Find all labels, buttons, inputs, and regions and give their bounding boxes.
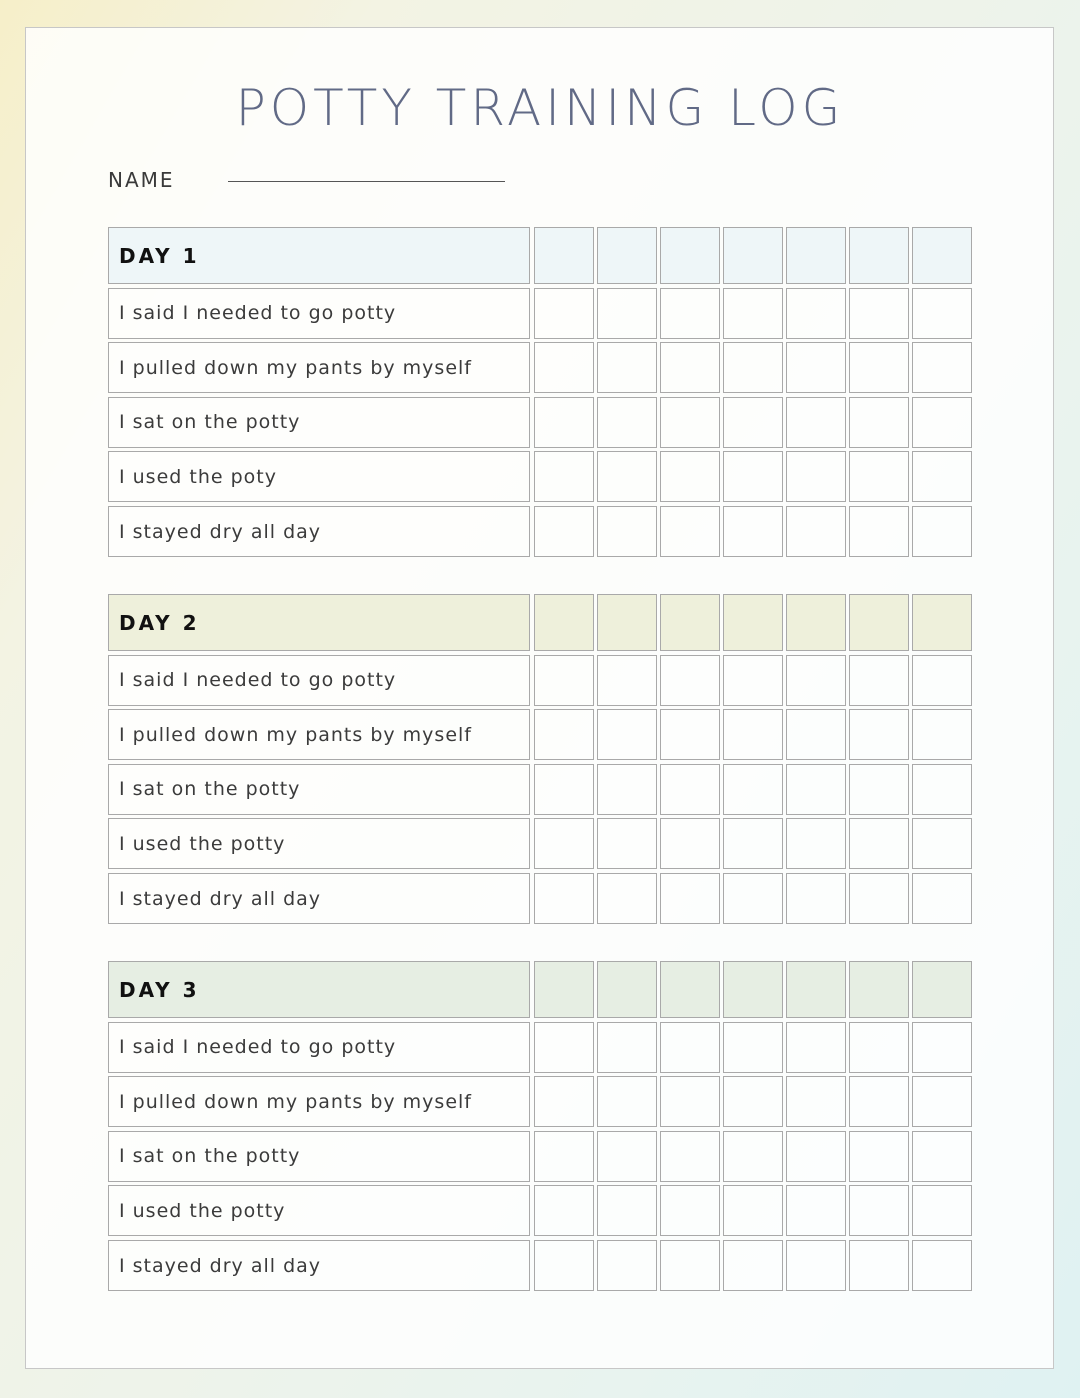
checkbox-cell[interactable]: [660, 1240, 720, 1291]
checkbox-cell[interactable]: [786, 288, 846, 339]
checkbox-cell[interactable]: [597, 506, 657, 557]
checkbox-cell[interactable]: [912, 764, 972, 815]
checkbox-cell[interactable]: [660, 1131, 720, 1182]
checkbox-cell[interactable]: [786, 342, 846, 393]
checkbox-cell[interactable]: [534, 342, 594, 393]
checkbox-cell[interactable]: [723, 1076, 783, 1127]
day-header-cell: [660, 594, 720, 651]
day-header-cell: [660, 227, 720, 284]
checkbox-cell[interactable]: [849, 397, 909, 448]
checkbox-cell[interactable]: [786, 451, 846, 502]
task-label: I pulled down my pants by myself: [108, 1076, 530, 1127]
page-title: POTTY TRAINING LOG: [235, 79, 845, 137]
task-row: [108, 655, 973, 706]
checkbox-cell[interactable]: [534, 1131, 594, 1182]
checkbox-cell[interactable]: [660, 655, 720, 706]
checkbox-cell[interactable]: [723, 397, 783, 448]
checkbox-cell[interactable]: [912, 288, 972, 339]
day-header-row: [108, 961, 973, 1018]
task-row: [108, 1076, 973, 1127]
day-header-cell: [723, 961, 783, 1018]
checkbox-cell[interactable]: [912, 1185, 972, 1236]
checkbox-cell[interactable]: [786, 397, 846, 448]
checkbox-cell[interactable]: [534, 1022, 594, 1073]
day-header-label: DAY 3: [108, 961, 530, 1018]
checkbox-cell[interactable]: [534, 764, 594, 815]
checkbox-cell[interactable]: [849, 506, 909, 557]
checkbox-cell[interactable]: [660, 764, 720, 815]
checkbox-cell[interactable]: [534, 1185, 594, 1236]
day-header-cell: [786, 227, 846, 284]
task-label: I sat on the potty: [108, 397, 530, 448]
checkbox-cell[interactable]: [597, 873, 657, 924]
checkbox-cell[interactable]: [786, 1022, 846, 1073]
day-header-row: [108, 594, 973, 651]
checkbox-cell[interactable]: [849, 709, 909, 760]
day-header-cell: [849, 594, 909, 651]
checkbox-cell[interactable]: [597, 288, 657, 339]
checkbox-cell[interactable]: [912, 342, 972, 393]
checkbox-cell[interactable]: [849, 655, 909, 706]
checkbox-cell[interactable]: [534, 873, 594, 924]
checkbox-cell[interactable]: [534, 709, 594, 760]
checkbox-cell[interactable]: [597, 709, 657, 760]
name-label: NAME: [108, 168, 175, 192]
task-row: [108, 506, 973, 557]
checkbox-cell[interactable]: [723, 764, 783, 815]
checkbox-cell[interactable]: [534, 397, 594, 448]
task-row: [108, 1185, 973, 1236]
checkbox-cell[interactable]: [723, 1022, 783, 1073]
checkbox-cell[interactable]: [786, 1076, 846, 1127]
day-header-cell: [723, 594, 783, 651]
checkbox-cell[interactable]: [912, 451, 972, 502]
task-row: [108, 1022, 973, 1073]
checkbox-cell[interactable]: [597, 764, 657, 815]
checkbox-cell[interactable]: [723, 451, 783, 502]
checkbox-cell[interactable]: [912, 873, 972, 924]
checkbox-cell[interactable]: [597, 342, 657, 393]
day-header-cell: [534, 594, 594, 651]
task-row: [108, 451, 973, 502]
task-row: [108, 342, 973, 393]
checkbox-cell[interactable]: [912, 1240, 972, 1291]
task-row: [108, 818, 973, 869]
task-row: [108, 873, 973, 924]
task-label: I pulled down my pants by myself: [108, 342, 530, 393]
day-header-cell: [723, 227, 783, 284]
task-row: [108, 1131, 973, 1182]
day-header-cell: [534, 227, 594, 284]
task-label: I pulled down my pants by myself: [108, 709, 530, 760]
checkbox-cell[interactable]: [723, 1185, 783, 1236]
checkbox-cell[interactable]: [534, 451, 594, 502]
checkbox-cell[interactable]: [786, 1131, 846, 1182]
day-header-cell: [597, 227, 657, 284]
checkbox-cell[interactable]: [786, 1185, 846, 1236]
checkbox-cell[interactable]: [849, 342, 909, 393]
day-header-cell: [849, 961, 909, 1018]
checkbox-cell[interactable]: [660, 709, 720, 760]
checkbox-cell[interactable]: [849, 818, 909, 869]
checkbox-cell[interactable]: [849, 451, 909, 502]
checkbox-cell[interactable]: [660, 1076, 720, 1127]
checkbox-cell[interactable]: [660, 451, 720, 502]
checkbox-cell[interactable]: [597, 1131, 657, 1182]
checkbox-cell[interactable]: [660, 873, 720, 924]
checkbox-cell[interactable]: [534, 1240, 594, 1291]
checkbox-cell[interactable]: [912, 655, 972, 706]
checkbox-cell[interactable]: [660, 1022, 720, 1073]
checkbox-cell[interactable]: [534, 818, 594, 869]
checkbox-cell[interactable]: [786, 873, 846, 924]
task-label: I stayed dry all day: [108, 1240, 530, 1291]
checkbox-cell[interactable]: [723, 1240, 783, 1291]
task-row: [108, 1240, 973, 1291]
day-header-row: [108, 227, 973, 284]
day-header-cell: [597, 594, 657, 651]
checkbox-cell[interactable]: [597, 1240, 657, 1291]
checkbox-cell[interactable]: [849, 873, 909, 924]
task-row: [108, 288, 973, 339]
checkbox-cell[interactable]: [786, 764, 846, 815]
checkbox-cell[interactable]: [660, 1185, 720, 1236]
checkbox-cell[interactable]: [912, 397, 972, 448]
checkbox-cell[interactable]: [912, 1022, 972, 1073]
task-label: I said I needed to go potty: [108, 655, 530, 706]
checkbox-cell[interactable]: [534, 1076, 594, 1127]
task-row: [108, 397, 973, 448]
checkbox-cell[interactable]: [723, 288, 783, 339]
task-label: I stayed dry all day: [108, 506, 530, 557]
checkbox-cell[interactable]: [660, 397, 720, 448]
task-label: I used the poty: [108, 451, 530, 502]
day-header-label: DAY 1: [108, 227, 530, 284]
name-field-line[interactable]: [228, 181, 505, 182]
checkbox-cell[interactable]: [849, 1131, 909, 1182]
task-label: I used the potty: [108, 818, 530, 869]
checkbox-cell[interactable]: [849, 1185, 909, 1236]
task-row: [108, 709, 973, 760]
task-row: [108, 764, 973, 815]
checkbox-cell[interactable]: [912, 1076, 972, 1127]
checkbox-cell[interactable]: [534, 288, 594, 339]
checkbox-cell[interactable]: [786, 818, 846, 869]
checkbox-cell[interactable]: [849, 1022, 909, 1073]
task-label: I sat on the potty: [108, 764, 530, 815]
checkbox-cell[interactable]: [723, 655, 783, 706]
checkbox-cell[interactable]: [597, 655, 657, 706]
day-header-cell: [786, 961, 846, 1018]
day-header-cell: [660, 961, 720, 1018]
checkbox-cell[interactable]: [597, 1076, 657, 1127]
checkbox-cell[interactable]: [597, 451, 657, 502]
checkbox-cell[interactable]: [597, 1185, 657, 1236]
day-header-label: DAY 2: [108, 594, 530, 651]
checkbox-cell[interactable]: [912, 506, 972, 557]
checkbox-cell[interactable]: [660, 288, 720, 339]
checkbox-cell[interactable]: [849, 288, 909, 339]
day-header-cell: [597, 961, 657, 1018]
checkbox-cell[interactable]: [849, 1240, 909, 1291]
checkbox-cell[interactable]: [723, 818, 783, 869]
checkbox-cell[interactable]: [723, 506, 783, 557]
checkbox-cell[interactable]: [786, 1240, 846, 1291]
checkbox-cell[interactable]: [723, 709, 783, 760]
checkbox-cell[interactable]: [786, 506, 846, 557]
checkbox-cell[interactable]: [723, 1131, 783, 1182]
checkbox-cell[interactable]: [723, 873, 783, 924]
task-label: I said I needed to go potty: [108, 288, 530, 339]
checkbox-cell[interactable]: [912, 709, 972, 760]
checkbox-cell[interactable]: [912, 1131, 972, 1182]
checkbox-cell[interactable]: [786, 655, 846, 706]
checkbox-cell[interactable]: [534, 655, 594, 706]
day-header-cell: [534, 961, 594, 1018]
checkbox-cell[interactable]: [786, 709, 846, 760]
checkbox-cell[interactable]: [597, 397, 657, 448]
checkbox-cell[interactable]: [597, 1022, 657, 1073]
checkbox-cell[interactable]: [912, 818, 972, 869]
checkbox-cell[interactable]: [597, 818, 657, 869]
day-header-cell: [912, 961, 972, 1018]
day-header-cell: [786, 594, 846, 651]
task-label: I said I needed to go potty: [108, 1022, 530, 1073]
checkbox-cell[interactable]: [849, 1076, 909, 1127]
day-header-cell: [912, 227, 972, 284]
task-label: I stayed dry all day: [108, 873, 530, 924]
day-header-cell: [912, 594, 972, 651]
day-header-cell: [849, 227, 909, 284]
checkbox-cell[interactable]: [849, 764, 909, 815]
checkbox-cell[interactable]: [660, 342, 720, 393]
task-label: I used the potty: [108, 1185, 530, 1236]
checkbox-cell[interactable]: [660, 818, 720, 869]
checkbox-cell[interactable]: [660, 506, 720, 557]
checkbox-cell[interactable]: [534, 506, 594, 557]
checkbox-cell[interactable]: [723, 342, 783, 393]
task-label: I sat on the potty: [108, 1131, 530, 1182]
